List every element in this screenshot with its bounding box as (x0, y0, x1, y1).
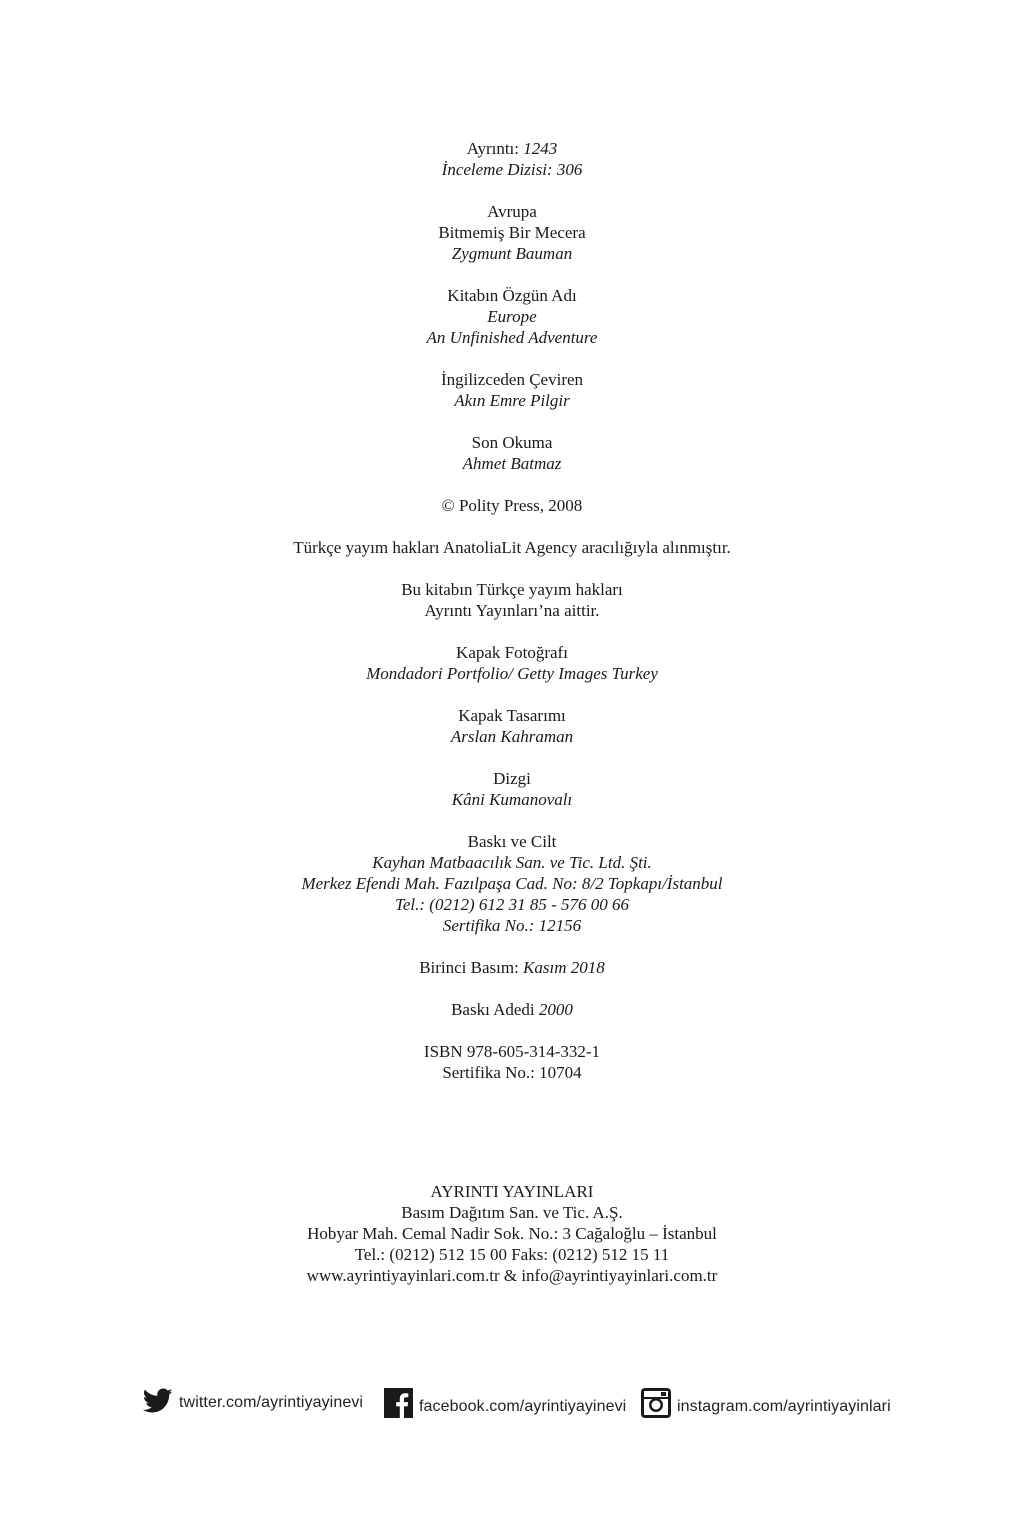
copyright-block (0, 495, 1024, 516)
original-title-1: Europe (487, 307, 537, 326)
print-block (0, 831, 1024, 936)
instagram-icon (641, 1388, 671, 1418)
title-block (0, 201, 1024, 264)
proofread-block (0, 432, 1024, 474)
printer-tel: Tel.: (0212) 612 31 85 - 576 00 66 (394, 895, 630, 914)
rights-agency-block (0, 537, 1024, 558)
printer-cert: Sertifika No.: 12156 (442, 916, 582, 935)
rights-agency: Türkçe yayım hakları AnatoliaLit Agency aracılığıyla alınmıştır. (293, 538, 731, 557)
cover-photo-block (0, 642, 1024, 684)
book-title-line2: Bitmemiş Bir Mecera (438, 223, 586, 242)
original-title-2: An Unfinished Adventure (426, 328, 598, 347)
first-edition-line (0, 957, 1024, 978)
social-twitter[interactable] (143, 1388, 363, 1414)
typesetter: Kâni Kumanovalı (451, 790, 573, 809)
publisher-block (0, 1181, 1024, 1286)
twitter-link[interactable]: twitter.com/ayrintiyayinevi (179, 1394, 364, 1411)
series-number: 1243 (523, 139, 558, 158)
publisher-phone: Tel.: (0212) 512 15 00 Faks: (0212) 512 15 11 (354, 1245, 670, 1264)
facebook-link[interactable]: facebook.com/ayrintiyayinevi (419, 1398, 627, 1415)
typesetting-block (0, 768, 1024, 810)
printer-name: Kayhan Matbaacılık San. ve Tic. Ltd. Şti. (372, 853, 652, 872)
isbn-block (0, 1041, 1024, 1083)
translator: Akın Emre Pilgir (454, 391, 570, 410)
typesetting-label: Dizgi (493, 769, 531, 788)
publisher-web: www.ayrintiyayinlari.com.tr & info@ayrintiyayinlari.com.tr (306, 1266, 718, 1285)
isbn: ISBN 978-605-314-332-1 (423, 1042, 601, 1061)
translator-block (0, 369, 1024, 411)
series-label: Ayrıntı: (466, 139, 520, 158)
original-title-label: Kitabın Özgün Adı (447, 286, 577, 305)
social-facebook[interactable] (384, 1388, 626, 1418)
series-line (0, 138, 1024, 159)
proofread-label: Son Okuma (471, 433, 553, 452)
print-label: Baskı ve Cilt (467, 832, 557, 851)
translator-label: İngilizceden Çeviren (440, 370, 584, 389)
cover-design-block (0, 705, 1024, 747)
facebook-icon (384, 1388, 413, 1418)
rights-line2: Ayrıntı Yayınları’na aittir. (424, 601, 600, 620)
certificate-number: Sertifika No.: 10704 (442, 1063, 582, 1082)
copyright: © Polity Press, 2008 (441, 496, 583, 515)
rights-block (0, 579, 1024, 621)
publisher-address: Hobyar Mah. Cemal Nadir Sok. No.: 3 Cağaloğlu – İstanbul (307, 1224, 717, 1243)
author: Zygmunt Bauman (451, 244, 573, 263)
cover-photo-label: Kapak Fotoğrafı (456, 643, 568, 662)
series-block (0, 138, 1024, 180)
first-edition-block (0, 957, 1024, 978)
printer-address: Merkez Efendi Mah. Fazılpaşa Cad. No: 8/2 Topkapı/İstanbul (301, 874, 723, 893)
sub-series: İnceleme Dizisi: 306 (441, 160, 583, 179)
publisher-company: Basım Dağıtım San. ve Tic. A.Ş. (401, 1203, 623, 1222)
first-edition-label: Birinci Basım: (419, 958, 519, 977)
print-run-label: Baskı Adedi (451, 1000, 535, 1019)
print-run-line (0, 999, 1024, 1020)
book-title-line1: Avrupa (487, 202, 537, 221)
colophon (0, 138, 1024, 1104)
cover-design-label: Kapak Tasarımı (458, 706, 566, 725)
proofreader: Ahmet Batmaz (462, 454, 562, 473)
social-links (0, 1388, 1024, 1428)
publisher-name: AYRINTI YAYINLARI (430, 1182, 594, 1201)
print-run-block (0, 999, 1024, 1020)
rights-line1: Bu kitabın Türkçe yayım hakları (401, 580, 623, 599)
instagram-link[interactable]: instagram.com/ayrintiyayinlari (677, 1398, 891, 1415)
twitter-icon (143, 1388, 173, 1414)
cover-photo: Mondadori Portfolio/ Getty Images Turkey (366, 664, 658, 683)
social-instagram[interactable] (641, 1388, 891, 1418)
first-edition: Kasım 2018 (523, 958, 605, 977)
print-run: 2000 (538, 1000, 573, 1019)
cover-designer: Arslan Kahraman (450, 727, 574, 746)
original-title-block (0, 285, 1024, 348)
